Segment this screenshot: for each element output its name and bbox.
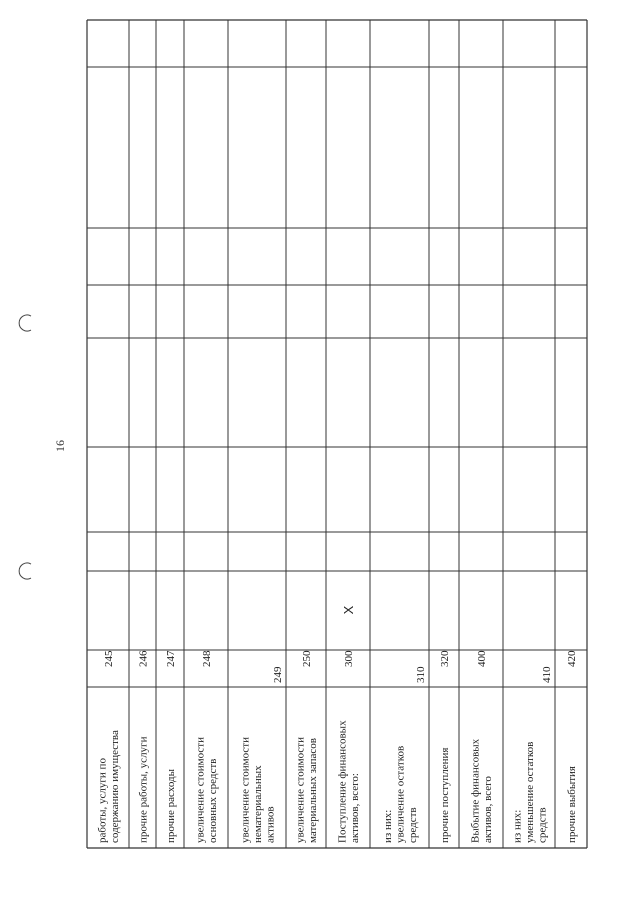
punch-hole-icon bbox=[19, 563, 31, 579]
row-code: 300 bbox=[343, 650, 355, 667]
row-label-line: активов bbox=[264, 806, 277, 843]
row-label-line: Выбытие финансовых bbox=[469, 738, 482, 843]
table-content bbox=[97, 605, 579, 843]
cell-mark: X bbox=[341, 605, 356, 615]
table-row bbox=[439, 650, 451, 843]
row-code: 248 bbox=[201, 650, 213, 667]
row-label-line: прочие поступления bbox=[438, 747, 451, 843]
page-decorations bbox=[19, 315, 67, 579]
row-code: 420 bbox=[566, 650, 578, 667]
row-label-line: увеличение стоимости bbox=[194, 737, 207, 843]
row-label-line: средств bbox=[406, 807, 419, 843]
row-label-line: содержанию имущества bbox=[109, 730, 121, 843]
row-label-line: прочие выбытия bbox=[565, 766, 578, 843]
row-label-line: работы, услуги по bbox=[96, 758, 109, 843]
row-label-line: нематериальных bbox=[251, 765, 264, 843]
page-number: 16 bbox=[53, 440, 67, 452]
table-row bbox=[566, 650, 578, 843]
row-label-line: активов, всего: bbox=[349, 773, 361, 843]
row-label-line: средств bbox=[536, 807, 549, 843]
row-label-line: материальных запасов bbox=[307, 738, 319, 843]
row-code: 246 bbox=[137, 650, 150, 667]
table-row bbox=[337, 605, 362, 843]
table-row bbox=[195, 650, 220, 843]
row-label-line: из них: bbox=[511, 809, 524, 843]
row-code: 247 bbox=[165, 650, 177, 667]
row-code: 320 bbox=[439, 650, 451, 667]
row-label-line: уменьшение остатков bbox=[523, 741, 536, 843]
table-row bbox=[239, 666, 284, 843]
table-row bbox=[511, 666, 553, 843]
row-label-line: Поступление финансовых bbox=[336, 720, 349, 843]
row-code: 250 bbox=[301, 650, 313, 667]
row-label-line: из них: bbox=[381, 809, 394, 843]
row-label-line: прочие работы, услуги bbox=[137, 736, 150, 843]
row-label-line: увеличение остатков bbox=[394, 745, 407, 843]
row-label-line: основных средств bbox=[207, 758, 219, 843]
row-code: 400 bbox=[476, 650, 488, 667]
table-row bbox=[382, 666, 427, 843]
row-code: 249 bbox=[272, 666, 284, 683]
row-label-line: прочие расходы bbox=[164, 768, 177, 843]
row-code: 310 bbox=[415, 666, 427, 683]
row-label-line: активов, всего bbox=[482, 776, 494, 843]
table-row bbox=[470, 650, 495, 843]
row-label-line: увеличение стоимости bbox=[239, 737, 252, 843]
table-row bbox=[137, 650, 149, 843]
row-code: 245 bbox=[103, 650, 115, 667]
punch-hole-icon bbox=[19, 315, 31, 331]
row-code: 410 bbox=[541, 666, 553, 683]
table-row bbox=[165, 650, 177, 843]
table-row bbox=[97, 650, 122, 843]
table-row bbox=[295, 650, 320, 843]
row-label-line: увеличение стоимости bbox=[294, 737, 307, 843]
